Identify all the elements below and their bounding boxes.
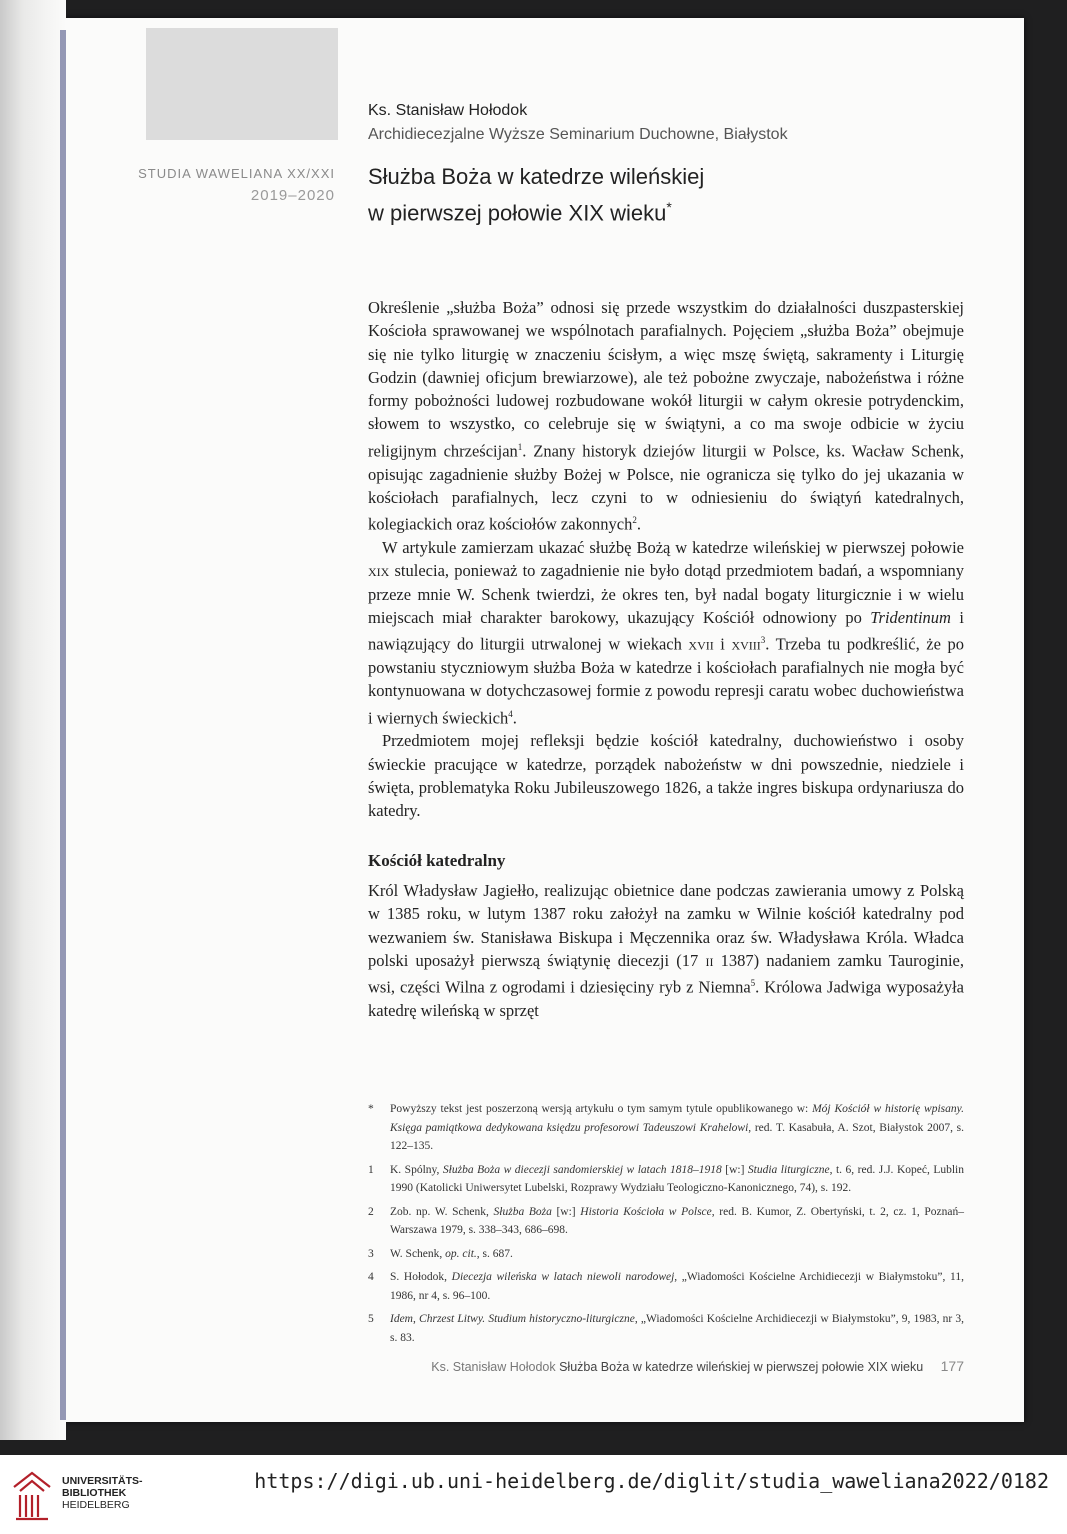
footnote-ref[interactable]: 3 — [760, 635, 766, 646]
title-line-1: Służba Boża w katedrze wileńskiej — [368, 164, 705, 189]
footnote-ref[interactable]: 4 — [508, 708, 513, 719]
footnote-star: * Powyższy tekst jest poszerzoną wersją artykułu o tym samym tytule opublikowanego w: Mój Kościół w historię wpisany. Księga pamiątkowa dedykowana księdzu profesorowi Tadeuszowi Krahelowi, red. T. Kasabuła, A. Szot, Białystok 2007, s. 122–135. — [368, 1103, 964, 1152]
section-heading: Kościół katedralny — [368, 851, 506, 870]
article-title — [368, 162, 704, 228]
article-author: Ks. Stanisław Hołodok — [368, 102, 528, 119]
journal-label — [138, 166, 335, 204]
page-number: 177 — [940, 1358, 964, 1374]
running-footer — [368, 1358, 964, 1374]
running-author: Ks. Stanisław Hołodok — [431, 1360, 556, 1374]
footnotes — [368, 1100, 964, 1352]
footnote-ref[interactable]: 1 — [517, 441, 523, 452]
viewer-footer — [0, 1455, 1067, 1534]
paragraph-2: W artykule zamierzam ukazać służbę Bożą w katedrze wileńskiej w pierwszej połowie xix stulecia, ponieważ to zagadnienie nie było dotąd przedmiotem badań, a wspomniany przeze mnie W. Schenk twierdzi, że okres ten, był nadal bogaty liturgicznie i w wielu miejscach miał charakter barokowy, ukazujący Kościół odnowiony po Tridentinum i nawiązujący do liturgii utrwalonej w wiekach xvii i xviii$^3$. Trzeba tu podkreślić, że po powstaniu styczniowym służba Boża w katedrze i kościołach parafialnych nie mogła być kontynuowana w dotychczasowej formie z powodu represji caratu wobec duchowieństwa i wiernych świeckich$^4$. — [368, 537, 965, 728]
footnote-1: 1 K. Spólny, Służba Boża w diecezji sandomierskiej w latach 1818–1918 [w:] Studia liturgiczne, t. 6, red. J.J. Kopeć, Lublin 1990 (Katolicki Uniwersytet Lubelski, Rozprawy Wydziału Teologiczno-Kanonicznego, 74), s. 192. — [368, 1163, 964, 1194]
article-affiliation: Archidiecezjalne Wyższe Seminarium Duchowne, Białystok — [368, 126, 788, 143]
footnote-ref[interactable]: 2 — [632, 515, 637, 526]
journal-name: STUDIA WAWELIANA XX/XXI — [138, 166, 335, 181]
header-gray-block — [146, 28, 338, 140]
journal-years: 2019–2020 — [250, 187, 335, 204]
footnote-4: 4 S. Hołodok, Diecezja wileńska w latach niewoli narodowej, „Wiadomości Kościelne Archidiecezji w Białymstoku”, 11, 1986, nr 4, s. 96–100. — [368, 1271, 964, 1302]
footnote-5: 5 Idem, Chrzest Litwy. Studium historyczno-liturgiczne, „Wiadomości Kościelne Archidiecezji w Białymstoku”, 9, 1983, nr 3, s. 83. — [368, 1313, 965, 1344]
footnote-3: 3 W. Schenk, op. cit., s. 687. — [368, 1247, 513, 1260]
book-spine — [0, 0, 66, 1440]
article-body — [368, 296, 964, 823]
paragraph-1: Określenie „służba Boża” odnosi się przede wszystkim do działalności duszpasterskiej Kościoła sprawowanej we wspólnotach parafialnych. Pojęciem „służba Boża” obejmuje się nie tylko liturgię w znaczeniu ścisłym, a więc mszę świętą, sakramenty i Liturgię Godzin (dawniej oficjum brewiarzowe), ale też pobożne zwyczaje, nabożeństwa i różne formy pobożności ludowej rozbudowane wokół liturgii w całym okresie potrydenckim, słowem to wszystko, co celebruje się w świątyni, a co ma swoje odbicie w życiu religijnym chrześcijan$^1$. Znany historyk dziejów liturgii w Polsce, ks. Wacław Schenk, opisując zagadnienie służby Bożej w Polsce, nie ogranicza się tylko do jej ukazania w kościołach parafialnych, lecz czyni to w odniesieniu do świątyń katedralnych, kolegiackich oraz kościołów zakonnych$^2$. — [368, 298, 964, 534]
institution-name: UNIVERSITÄTS- BIBLIOTHEK HEIDELBERG — [62, 1475, 143, 1511]
library-logo-icon[interactable] — [10, 1465, 56, 1523]
footnote-2: 2 Zob. np. W. Schenk, Służba Boża [w:] Historia Kościoła w Polsce, red. B. Kumor, Z. Obertyński, t. 2, cz. 1, Poznań–Warszawa 1979, s. 338–343, 686–698. — [368, 1205, 964, 1236]
spine-edge — [60, 30, 66, 1420]
paragraph-4: Król Władysław Jagiełło, realizując obietnice dane podczas zawierania umowy z Polską w 1385 roku, w lutym 1387 roku założył na zamku w Wilnie kościół katedralny pod wezwaniem św. Stanisława Biskupa i Męczennika oraz św. Władysława Króla. Władca polski uposażył pierwszą świątynię diecezji (17 ii 1387) nadaniem zamku Tauroginie, wsi, części Wilna z ogrodami i dziesięciny ryb z Niemna$^5$. Królowa Jadwiga wyposażyła katedrę wileńską w sprzęt — [368, 881, 964, 1020]
paragraph-3: Przedmiotem mojej refleksji będzie kościół katedralny, duchowieństwo i osoby świeckie pracujące w katedrze, porządek nabożeństw w dni powszednie, niedziele i święta, problematyka Roku Jubileuszowego 1826, a także ingres biskupa ordynariusza do katedry. — [368, 731, 964, 821]
running-title: Służba Boża w katedrze wileńskiej w pierwszej połowie XIX wieku — [559, 1360, 924, 1374]
document-url[interactable]: https://digi.ub.uni-heidelberg.de/diglit/studia_waweliana2022/0182 — [254, 1469, 1049, 1493]
title-line-2: w pierwszej połowie XIX wieku* — [368, 199, 672, 226]
title-footnote-mark: * — [666, 199, 672, 215]
footnote-ref[interactable]: 5 — [750, 978, 756, 989]
